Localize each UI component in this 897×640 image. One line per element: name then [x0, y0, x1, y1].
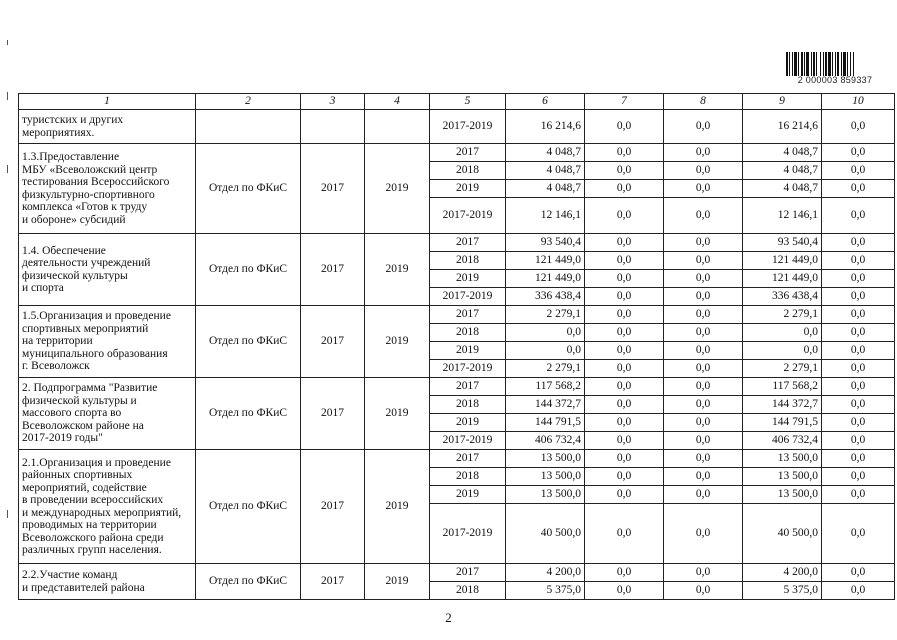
budget-table [18, 93, 895, 600]
margin-mark [7, 510, 8, 518]
barcode-number: 2 000003 859337 [797, 75, 873, 85]
amount-cell: 0,0 [822, 110, 895, 144]
amount-cell: 0,0 [822, 342, 895, 360]
amount-cell: 0,0 [585, 234, 664, 252]
period-cell: 2019 [430, 486, 506, 504]
amount-cell: 117 568,2 [743, 378, 822, 396]
description-line: физической культуры [22, 269, 128, 282]
barcode-bar [854, 52, 855, 76]
amount-cell: 336 438,4 [743, 288, 822, 306]
amount-cell: 0,0 [585, 288, 664, 306]
period-cell: 2018 [430, 468, 506, 486]
page-number: 2 [445, 610, 452, 625]
start-year-cell: 2017 [301, 144, 365, 234]
amount-cell: 4 200,0 [743, 564, 822, 582]
amount-cell: 0,0 [585, 468, 664, 486]
amount-cell: 0,0 [664, 504, 743, 564]
margin-mark [7, 92, 8, 100]
amount-cell: 0,0 [664, 162, 743, 180]
amount-cell: 0,0 [822, 162, 895, 180]
column-header: 2 [196, 94, 301, 110]
department-cell: Отдел по ФКиС [196, 306, 301, 378]
start-year-cell: 2017 [301, 450, 365, 564]
amount-cell: 0,0 [585, 342, 664, 360]
description-line: 2. Подпрограмма "Развитие [22, 382, 158, 395]
amount-cell: 0,0 [664, 306, 743, 324]
activity-description [19, 378, 196, 450]
amount-cell: 0,0 [822, 270, 895, 288]
description-line: туристских и других [22, 114, 124, 126]
activity-description [19, 234, 196, 306]
department-cell: Отдел по ФКиС [196, 450, 301, 564]
description-line: МБУ «Всеволожский центр [22, 163, 158, 176]
amount-cell: 12 146,1 [506, 198, 585, 234]
amount-cell: 0,0 [585, 306, 664, 324]
amount-cell: 13 500,0 [506, 486, 585, 504]
period-cell: 2017-2019 [430, 288, 506, 306]
period-cell: 2018 [430, 396, 506, 414]
amount-cell: 2 279,1 [506, 306, 585, 324]
department-cell: Отдел по ФКиС [196, 378, 301, 450]
period-cell: 2017-2019 [430, 432, 506, 450]
end-year-cell: 2019 [365, 450, 430, 564]
amount-cell: 406 732,4 [743, 432, 822, 450]
amount-cell: 0,0 [585, 360, 664, 378]
period-cell: 2019 [430, 342, 506, 360]
amount-cell: 16 214,6 [743, 110, 822, 144]
amount-cell: 13 500,0 [743, 486, 822, 504]
amount-cell: 0,0 [585, 432, 664, 450]
amount-cell: 0,0 [585, 110, 664, 144]
amount-cell: 0,0 [585, 450, 664, 468]
period-cell: 2017 [430, 378, 506, 396]
description-line: муниципального образования [22, 347, 168, 360]
amount-cell: 144 791,5 [506, 414, 585, 432]
description-line: различных групп населения. [22, 544, 162, 556]
amount-cell: 0,0 [822, 180, 895, 198]
amount-cell: 4 048,7 [506, 180, 585, 198]
amount-cell: 40 500,0 [743, 504, 822, 564]
amount-cell: 4 200,0 [506, 564, 585, 582]
amount-cell: 4 048,7 [506, 144, 585, 162]
column-header: 6 [506, 94, 585, 110]
description-line: деятельности учреждений [22, 257, 151, 269]
amount-cell: 93 540,4 [506, 234, 585, 252]
amount-cell: 0,0 [664, 432, 743, 450]
department-cell: Отдел по ФКиС [196, 564, 301, 600]
column-header: 10 [822, 94, 895, 110]
amount-cell: 13 500,0 [743, 468, 822, 486]
description-line: районных спортивных [22, 469, 133, 481]
end-year-cell: 2019 [365, 306, 430, 378]
amount-cell: 0,0 [664, 144, 743, 162]
description-line: 2017-2019 годы" [22, 432, 103, 445]
amount-cell: 0,0 [664, 450, 743, 468]
column-header: 4 [365, 94, 430, 110]
end-year-cell: 2019 [365, 378, 430, 450]
start-year-cell: 2017 [301, 564, 365, 600]
column-header: 5 [430, 94, 506, 110]
amount-cell: 2 279,1 [506, 360, 585, 378]
amount-cell: 0,0 [506, 342, 585, 360]
amount-cell: 4 048,7 [743, 162, 822, 180]
amount-cell: 0,0 [585, 486, 664, 504]
amount-cell: 0,0 [664, 486, 743, 504]
amount-cell: 0,0 [822, 504, 895, 564]
amount-cell: 93 540,4 [743, 234, 822, 252]
amount-cell: 4 048,7 [506, 162, 585, 180]
amount-cell: 0,0 [822, 468, 895, 486]
period-cell: 2019 [430, 180, 506, 198]
description-line: и представителей района [22, 581, 145, 594]
description-line: и обороне» субсидий [22, 213, 126, 226]
margin-mark [7, 40, 8, 45]
description-line: и международных мероприятий, [22, 506, 182, 519]
start-year-cell [301, 110, 365, 144]
amount-cell: 121 449,0 [506, 252, 585, 270]
department-cell: Отдел по ФКиС [196, 144, 301, 234]
amount-cell: 12 146,1 [743, 198, 822, 234]
period-cell: 2018 [430, 324, 506, 342]
column-number-row [19, 94, 895, 110]
period-cell: 2017 [430, 564, 506, 582]
amount-cell: 0,0 [822, 396, 895, 414]
amount-cell: 121 449,0 [743, 252, 822, 270]
period-cell: 2017-2019 [430, 360, 506, 378]
description-line: мероприятий, содействие [22, 481, 147, 494]
start-year-cell: 2017 [301, 378, 365, 450]
amount-cell: 0,0 [822, 252, 895, 270]
description-line: и спорта [22, 282, 64, 294]
end-year-cell: 2019 [365, 234, 430, 306]
amount-cell: 0,0 [664, 252, 743, 270]
amount-cell: 121 449,0 [743, 270, 822, 288]
end-year-cell [365, 110, 430, 144]
table-row [19, 378, 895, 396]
amount-cell: 144 372,7 [743, 396, 822, 414]
department-cell: Отдел по ФКиС [196, 234, 301, 306]
amount-cell: 2 279,1 [743, 360, 822, 378]
description-line: 1.4. Обеспечение [22, 244, 106, 257]
amount-cell: 5 375,0 [506, 582, 585, 600]
amount-cell: 144 791,5 [743, 414, 822, 432]
description-line: г. Всеволожск [22, 360, 90, 373]
amount-cell: 0,0 [822, 306, 895, 324]
department-cell [196, 110, 301, 144]
amount-cell: 0,0 [822, 324, 895, 342]
description-line: на территории [22, 335, 93, 348]
table-row [19, 144, 895, 162]
amount-cell: 0,0 [822, 360, 895, 378]
description-line: физической культуры и [22, 394, 137, 407]
amount-cell: 0,0 [664, 468, 743, 486]
amount-cell: 0,0 [585, 180, 664, 198]
margin-mark [7, 165, 8, 173]
amount-cell: 40 500,0 [506, 504, 585, 564]
period-cell: 2017 [430, 234, 506, 252]
table-row [19, 234, 895, 252]
amount-cell: 0,0 [822, 234, 895, 252]
amount-cell: 0,0 [743, 324, 822, 342]
period-cell: 2018 [430, 582, 506, 600]
amount-cell: 0,0 [664, 324, 743, 342]
description-line: 1.3.Предоставление [22, 151, 120, 163]
amount-cell: 0,0 [822, 486, 895, 504]
description-line: мероприятиях. [22, 126, 95, 139]
amount-cell: 336 438,4 [506, 288, 585, 306]
amount-cell: 406 732,4 [506, 432, 585, 450]
amount-cell: 117 568,2 [506, 378, 585, 396]
amount-cell: 16 214,6 [506, 110, 585, 144]
barcode-graphic [786, 52, 886, 76]
description-line: 2.1.Организация и проведение [22, 456, 171, 469]
amount-cell: 0,0 [664, 342, 743, 360]
description-line: комплекса «Готов к труду [22, 201, 148, 213]
table-row [19, 110, 895, 144]
column-header: 9 [743, 94, 822, 110]
column-header: 8 [664, 94, 743, 110]
amount-cell: 0,0 [585, 324, 664, 342]
amount-cell: 0,0 [664, 270, 743, 288]
period-cell: 2017 [430, 144, 506, 162]
amount-cell: 0,0 [664, 564, 743, 582]
amount-cell: 0,0 [664, 180, 743, 198]
amount-cell: 13 500,0 [743, 450, 822, 468]
amount-cell: 0,0 [664, 360, 743, 378]
period-cell: 2019 [430, 414, 506, 432]
end-year-cell: 2019 [365, 564, 430, 600]
amount-cell: 0,0 [822, 582, 895, 600]
amount-cell: 0,0 [585, 396, 664, 414]
column-header: 1 [19, 94, 196, 110]
period-cell: 2017 [430, 450, 506, 468]
amount-cell: 0,0 [664, 198, 743, 234]
amount-cell: 0,0 [585, 144, 664, 162]
amount-cell: 2 279,1 [743, 306, 822, 324]
period-cell: 2018 [430, 162, 506, 180]
amount-cell: 0,0 [506, 324, 585, 342]
amount-cell: 0,0 [585, 414, 664, 432]
amount-cell: 0,0 [664, 414, 743, 432]
period-cell: 2018 [430, 252, 506, 270]
amount-cell: 0,0 [585, 252, 664, 270]
end-year-cell: 2019 [365, 144, 430, 234]
start-year-cell: 2017 [301, 306, 365, 378]
column-header: 7 [585, 94, 664, 110]
description-line: проводимых на территории [22, 519, 157, 531]
activity-description [19, 306, 196, 378]
amount-cell: 0,0 [585, 504, 664, 564]
description-line: массового спорта во [22, 407, 122, 420]
description-line: спортивных мероприятий [22, 322, 149, 335]
amount-cell: 0,0 [822, 450, 895, 468]
amount-cell: 0,0 [585, 270, 664, 288]
amount-cell: 0,0 [822, 564, 895, 582]
activity-description [19, 144, 196, 234]
period-cell: 2017-2019 [430, 198, 506, 234]
activity-description [19, 564, 196, 600]
amount-cell: 0,0 [585, 582, 664, 600]
amount-cell: 0,0 [585, 198, 664, 234]
amount-cell: 13 500,0 [506, 450, 585, 468]
amount-cell: 0,0 [822, 432, 895, 450]
amount-cell: 5 375,0 [743, 582, 822, 600]
description-line: Всеволожского района среди [22, 531, 164, 544]
amount-cell: 0,0 [664, 378, 743, 396]
activity-description [19, 450, 196, 564]
amount-cell: 0,0 [664, 396, 743, 414]
table-row [19, 564, 895, 582]
start-year-cell: 2017 [301, 234, 365, 306]
amount-cell: 4 048,7 [743, 144, 822, 162]
period-cell: 2017 [430, 306, 506, 324]
amount-cell: 4 048,7 [743, 180, 822, 198]
column-header: 3 [301, 94, 365, 110]
amount-cell: 0,0 [664, 288, 743, 306]
amount-cell: 0,0 [822, 378, 895, 396]
amount-cell: 0,0 [822, 144, 895, 162]
amount-cell: 0,0 [822, 198, 895, 234]
period-cell: 2019 [430, 270, 506, 288]
description-line: физкультурно-спортивного [22, 188, 155, 201]
amount-cell: 0,0 [585, 564, 664, 582]
amount-cell: 0,0 [822, 414, 895, 432]
description-line: в проведении всероссийских [22, 494, 164, 506]
amount-cell: 0,0 [664, 582, 743, 600]
description-line: Всеволожском районе на [22, 419, 144, 432]
description-line: 2.2.Участие команд [22, 569, 118, 581]
amount-cell: 0,0 [664, 110, 743, 144]
table-row [19, 450, 895, 468]
period-cell: 2017-2019 [430, 504, 506, 564]
description-line: 1.5.Организация и проведение [22, 310, 171, 323]
period-cell: 2017-2019 [430, 110, 506, 144]
amount-cell: 0,0 [585, 378, 664, 396]
amount-cell: 144 372,7 [506, 396, 585, 414]
table-row [19, 306, 895, 324]
amount-cell: 0,0 [664, 234, 743, 252]
description-line: тестирования Всероссийского [22, 176, 170, 188]
amount-cell: 0,0 [822, 288, 895, 306]
amount-cell: 121 449,0 [506, 270, 585, 288]
activity-description [19, 110, 196, 144]
amount-cell: 13 500,0 [506, 468, 585, 486]
amount-cell: 0,0 [585, 162, 664, 180]
amount-cell: 0,0 [743, 342, 822, 360]
